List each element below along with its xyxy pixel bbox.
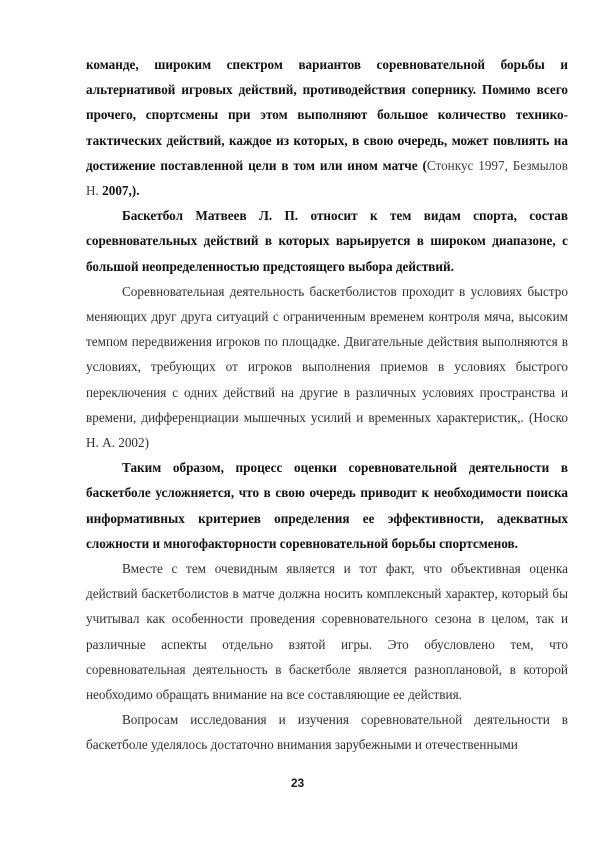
paragraph-5: Вместе с тем очевидным является и тот факт, что объективная оценка действий баскетболистов в матче должна носить комплексный характер, который бы учитывал как особенности проведения соревновательного сезона в целом, так и различные аспекты отдельно взятой игры. Это обусловлено тем, что соревновательная деятельность в баскетболе является разноплановой, в которой необходимо обращать внимание на все составляющие ее действия. bbox=[86, 561, 568, 703]
page-number: 23 bbox=[290, 776, 305, 790]
paragraph-6: Вопросам исследования и изучения соревновательной деятельности в баскетболе уделялось достаточно внимания зарубежными и отечественными bbox=[86, 712, 568, 753]
page-body bbox=[86, 52, 568, 758]
paragraph-4: Таким образом, процесс оценки соревновательной деятельности в баскетболе усложняется, что в свою очередь приводит к необходимости поиска информативных критериев определения ее эффективности, адекватных сложности и многофакторности соревновательной борьбы спортсменов. bbox=[86, 460, 568, 551]
paragraph-1-citation: Стонкус 1997, Безмылов Н. bbox=[86, 157, 568, 199]
paragraph-2: Баскетбол Матвеев Л. П. относит к тем видам спорта, состав соревновательных действий в которых варьируется в широком диапазоне, с большой неопределенностью предстоящего выбора действий. bbox=[86, 208, 568, 274]
paragraph-1-text: команде, широким спектром вариантов соревновательной борьбы и альтернативой игровых действий, противодействия сопернику. Помимо всего прочего, спортсмены при этом выполняют большое количество технико-тактических действий, каждое из которых, в свою очередь, может повлиять на достижение поставленной цели в том или ином матче ( bbox=[86, 57, 568, 173]
paragraph-1 bbox=[86, 52, 568, 203]
paragraph-1-text-end: 2007,). bbox=[98, 183, 140, 199]
paragraph-3: Соревновательная деятельность баскетболистов проходит в условиях быстро меняющих друг друга ситуаций с ограниченным временем контроля мяча, высоким темпом передвижения игроков по площадке. Двигательные действия выполняются в условиях, требующих от игроков выполнения приемов в условиях быстрого переключения с одних действий на другие в различных условиях пространства и времени, дифференциации мышечных усилий и временных характеристик,. (Носко Н. А. 2002) bbox=[86, 283, 568, 451]
